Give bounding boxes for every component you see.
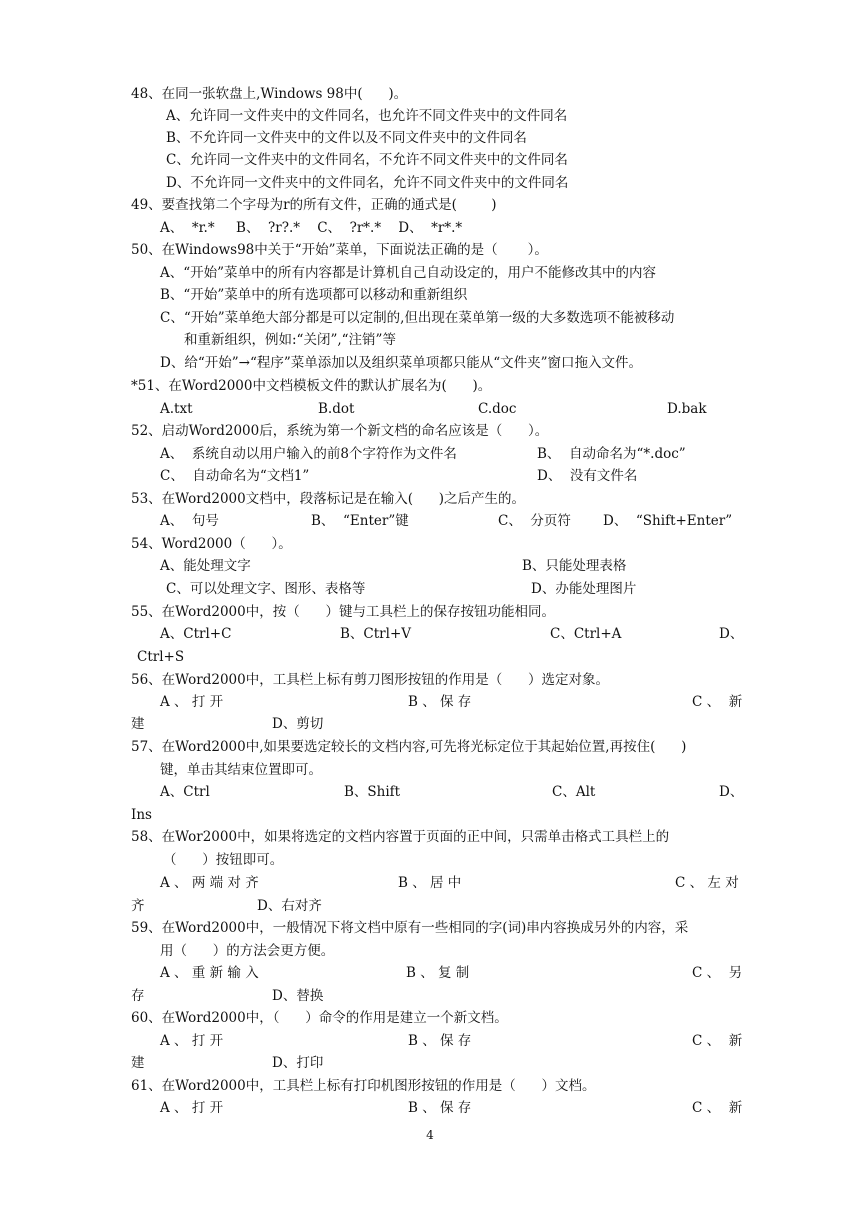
question-59-cont: 用（ ）的方法会更方便。 bbox=[160, 943, 335, 959]
question-57-cont: 键，单击其结束位置即可。 bbox=[160, 762, 322, 778]
option-52-b: B、 自动命名为“*.doc” bbox=[537, 446, 686, 462]
option-57-a: A、Ctrl bbox=[160, 784, 210, 800]
option-59-a: A 、 重 新 输 入 bbox=[160, 965, 259, 981]
option-60-c: C 、 新 bbox=[692, 1033, 743, 1049]
option-50-a: A、“开始”菜单中的所有内容都是计算机自己自动设定的，用户不能修改其中的内容 bbox=[160, 265, 657, 281]
question-53: 53、在Word2000文档中，段落标记是在输入( )之后产生的。 bbox=[131, 491, 525, 507]
option-50-c: C、“开始”菜单绝大部分都是可以定制的,但出现在菜单第一级的大多数选项不能被移动 bbox=[160, 310, 675, 326]
option-52-c: C、 自动命名为“文档1” bbox=[160, 468, 310, 484]
option-50-b: B、“开始”菜单中的所有选项都可以移动和重新组织 bbox=[160, 287, 468, 303]
option-54-a: A、能处理文字 bbox=[160, 558, 251, 574]
option-59-b: B 、 复 制 bbox=[406, 965, 470, 981]
option-58-b: B 、 居 中 bbox=[398, 875, 462, 891]
option-51-b: B.dot bbox=[318, 401, 355, 417]
option-48-d: D、不允许同一文件夹中的文件同名，允许不同文件夹中的文件同名 bbox=[166, 175, 569, 191]
option-58-d: D、右对齐 bbox=[257, 898, 322, 914]
option-57-c: C、Alt bbox=[552, 784, 596, 800]
question-59: 59、在Word2000中，一般情况下将文档中原有一些相同的字(词)串内容换成另外的内容，采 bbox=[131, 920, 689, 936]
option-61-c: C 、 新 bbox=[692, 1100, 743, 1116]
option-50-d: D、给“开始”→“程序”菜单添加以及组织菜单项都只能从“文件夹”窗口拖入文件。 bbox=[160, 355, 643, 371]
question-48: 48、在同一张软盘上,Windows 98中( )。 bbox=[131, 86, 408, 102]
option-56-c: C 、 新 bbox=[692, 694, 743, 710]
question-60: 60、在Word2000中，（ ）命令的作用是建立一个新文档。 bbox=[131, 1010, 508, 1026]
option-53-c: C、 分页符 bbox=[498, 513, 571, 529]
option-56-d: D、剪切 bbox=[272, 716, 324, 732]
question-52: 52、启动Word2000后，系统为第一个新文档的命名应该是（ ）。 bbox=[131, 423, 549, 439]
option-56-a: A 、 打 开 bbox=[160, 694, 224, 710]
option-60-b: B 、 保 存 bbox=[408, 1033, 472, 1049]
option-60-a: A 、 打 开 bbox=[160, 1033, 224, 1049]
option-56-c-cont: 建 bbox=[131, 716, 145, 732]
question-54: 54、Word2000（ ）。 bbox=[131, 536, 292, 552]
option-55-b: B、Ctrl+V bbox=[340, 626, 412, 642]
option-54-c: C、可以处理文字、图形、表格等 bbox=[166, 581, 366, 597]
option-51-c: C.doc bbox=[478, 401, 517, 417]
question-57: 57、在Word2000中,如果要选定较长的文档内容,可先将光标定位于其起始位置,再按住( ) bbox=[131, 739, 687, 755]
page-number: 4 bbox=[426, 1128, 434, 1142]
question-49: 49、要查找第二个字母为r的所有文件，正确的通式是( ) bbox=[131, 197, 497, 213]
question-56: 56、在Word2000中，工具栏上标有剪刀图形按钮的作用是（ ）选定对象。 bbox=[131, 672, 609, 688]
option-58-a: A 、 两 端 对 齐 bbox=[160, 875, 259, 891]
question-51: *51、在Word2000中文档模板文件的默认扩展名为( )。 bbox=[131, 378, 492, 394]
option-56-b: B 、 保 存 bbox=[408, 694, 472, 710]
option-51-d: D.bak bbox=[667, 401, 707, 417]
option-55-a: A、Ctrl+C bbox=[160, 626, 232, 642]
option-53-d: D、 “Shift+Enter” bbox=[603, 513, 733, 529]
option-52-d: D、 没有文件名 bbox=[537, 468, 638, 484]
option-60-c-cont: 建 bbox=[131, 1055, 145, 1071]
option-51-a: A.txt bbox=[160, 401, 193, 417]
option-55-d: D、 bbox=[719, 626, 744, 642]
option-59-d: D、替换 bbox=[272, 988, 324, 1004]
option-53-b: B、 “Enter”键 bbox=[311, 513, 409, 529]
option-48-a: A、允许同一文件夹中的文件同名，也允许不同文件夹中的文件同名 bbox=[166, 108, 568, 124]
question-58-cont: （ ）按钮即可。 bbox=[163, 852, 284, 868]
option-57-d: D、 bbox=[719, 784, 744, 800]
question-55: 55、在Word2000中，按（ ）键与工具栏上的保存按钮功能相同。 bbox=[131, 604, 555, 620]
option-57-b: B、Shift bbox=[344, 784, 401, 800]
option-60-d: D、打印 bbox=[272, 1055, 324, 1071]
option-55-d-cont: Ctrl+S bbox=[137, 649, 185, 665]
option-58-c-cont: 齐 bbox=[131, 898, 145, 914]
option-54-b: B、只能处理表格 bbox=[522, 558, 627, 574]
option-61-b: B 、 保 存 bbox=[408, 1100, 472, 1116]
question-61: 61、在Word2000中，工具栏上标有打印机图形按钮的作用是（ ）文档。 bbox=[131, 1078, 596, 1094]
option-48-b: B、不允许同一文件夹中的文件以及不同文件夹中的文件同名 bbox=[166, 130, 527, 146]
options-49: A、 *r.* B、 ?r?.* C、 ?r*.* D、 *r*.* bbox=[160, 220, 463, 236]
option-55-c: C、Ctrl+A bbox=[550, 626, 622, 642]
option-59-c: C 、 另 bbox=[692, 965, 743, 981]
option-53-a: A、 句号 bbox=[160, 513, 219, 529]
question-58: 58、在Wor2000中，如果将选定的文档内容置于页面的正中间，只需单击格式工具栏上的 bbox=[131, 829, 670, 845]
option-54-d: D、办能处理图片 bbox=[531, 581, 637, 597]
option-52-a: A、 系统自动以用户输入的前8个字符作为文件名 bbox=[160, 446, 457, 462]
option-58-c: C 、 左 对 bbox=[675, 875, 739, 891]
option-59-c-cont: 存 bbox=[131, 988, 145, 1004]
option-57-d-cont: Ins bbox=[131, 807, 152, 823]
option-61-a: A 、 打 开 bbox=[160, 1100, 224, 1116]
option-50-c-cont: 和重新组织，例如:“关闭”,“注销”等 bbox=[184, 332, 396, 348]
option-48-c: C、允许同一文件夹中的文件同名，不允许不同文件夹中的文件同名 bbox=[166, 152, 568, 168]
question-50: 50、在Windows98中关于“开始”菜单，下面说法正确的是（ ）。 bbox=[131, 242, 548, 258]
